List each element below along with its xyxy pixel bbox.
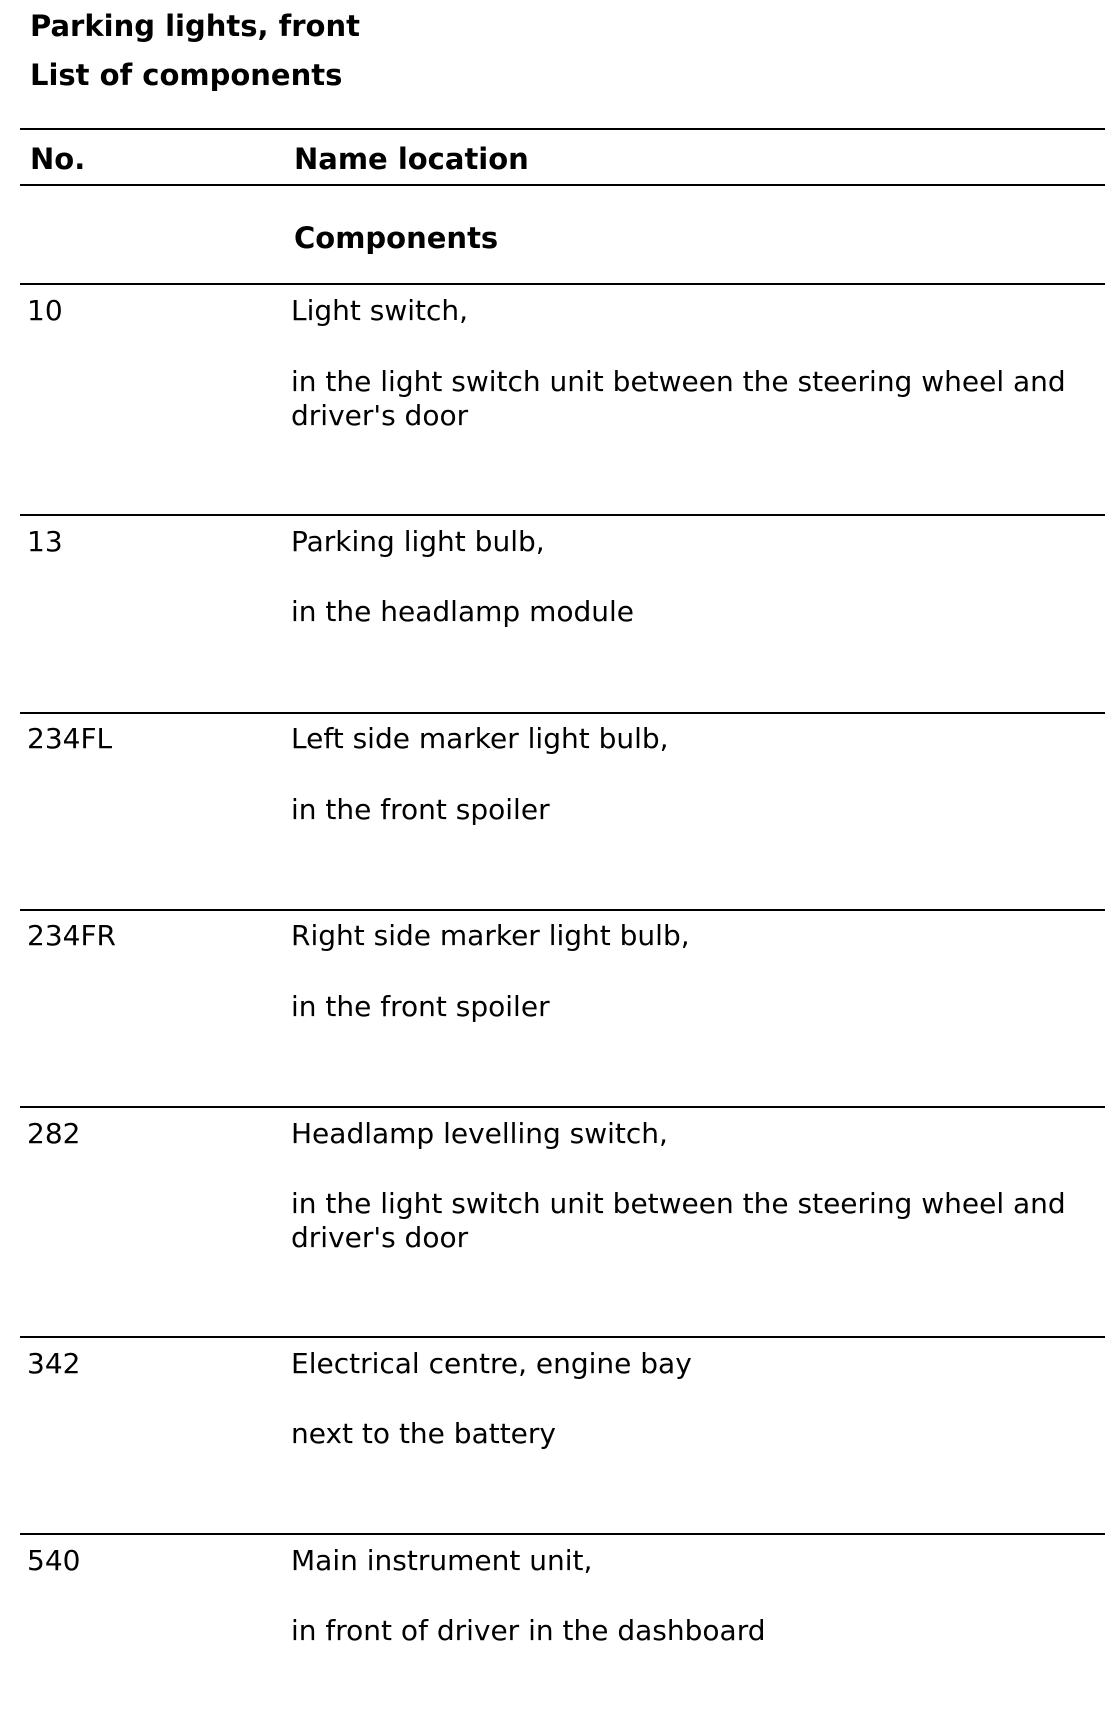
column-header-no: No.	[30, 142, 86, 176]
section-label: Components	[294, 221, 499, 255]
component-number: 540	[27, 1544, 81, 1577]
header-bottom-rule	[20, 184, 1105, 186]
component-name: Electrical centre, engine bay	[291, 1347, 692, 1380]
row-divider	[20, 1533, 1105, 1535]
component-name: Headlamp levelling switch,	[291, 1117, 668, 1150]
component-location: in the front spoiler	[291, 793, 550, 826]
row-divider	[20, 1336, 1105, 1338]
component-number: 234FL	[27, 722, 113, 755]
component-number: 10	[27, 294, 63, 327]
row-divider	[20, 514, 1105, 516]
page-subtitle: List of components	[30, 58, 343, 92]
row-divider	[20, 283, 1105, 285]
component-location: in the front spoiler	[291, 990, 550, 1023]
component-location: in the headlamp module	[291, 595, 634, 628]
component-name: Right side marker light bulb,	[291, 919, 690, 952]
row-divider	[20, 712, 1105, 714]
component-number: 342	[27, 1347, 81, 1380]
component-name: Main instrument unit,	[291, 1544, 593, 1577]
component-location: in front of driver in the dashboard	[291, 1614, 766, 1647]
table-top-rule	[20, 128, 1105, 130]
component-location: next to the battery	[291, 1417, 556, 1450]
component-location: in the light switch unit between the steering wheel and driver's door	[291, 1187, 1066, 1254]
component-name: Light switch,	[291, 294, 469, 327]
component-name: Left side marker light bulb,	[291, 722, 669, 755]
column-header-name-location: Name location	[294, 142, 529, 176]
component-number: 234FR	[27, 919, 117, 952]
row-divider	[20, 1106, 1105, 1108]
component-location: in the light switch unit between the steering wheel and driver's door	[291, 365, 1066, 432]
component-number: 282	[27, 1117, 81, 1150]
row-divider	[20, 909, 1105, 911]
component-number: 13	[27, 525, 63, 558]
component-name: Parking light bulb,	[291, 525, 545, 558]
page-title: Parking lights, front	[30, 9, 360, 43]
